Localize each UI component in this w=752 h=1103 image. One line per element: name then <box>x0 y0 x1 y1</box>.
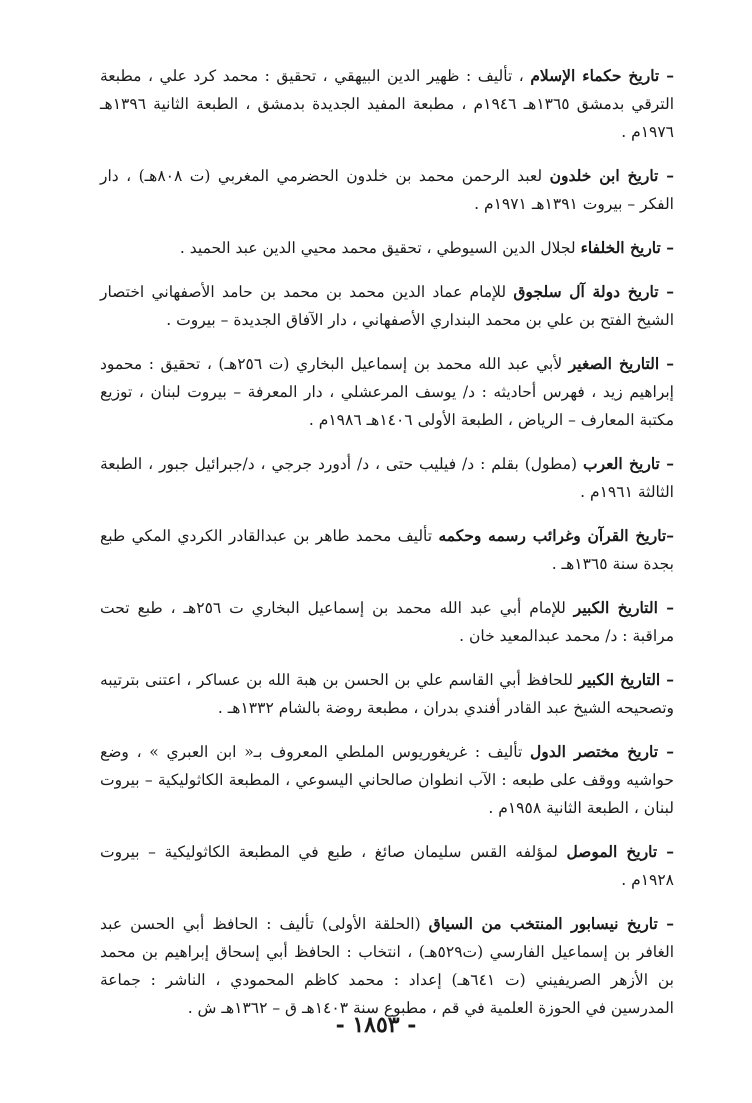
entry-body: لأبي عبد الله محمد بن إسماعيل البخاري (ت ٢٥٦هـ) ، تحقيق : محمود إبراهيم زيد ، فهرس أحاديثه : د/ يوسف المرعشلي ، دار المعرفة – بيروت لبنان ، توزيع مكتبة المعارف – الرياض ، الطبعة الأولى ١٤٠٦هـ ١٩٨٦م . <box>100 355 674 429</box>
bibliography-entry <box>100 522 674 578</box>
entry-body: ، تأليف : ظهير الدين البيهقي ، تحقيق : محمد كرد علي ، مطبعة الترقي بدمشق ١٣٦٥هـ ١٩٤٦م ، مطبعة المفيد الجديدة بدمشق ، الطبعة الثانية ١٣٩٦هـ ١٩٧٦م . <box>100 67 674 141</box>
entry-title: –تاريخ القرآن وغرائب رسمه وحكمه <box>438 526 674 545</box>
entry-body: للإمام أبي عبد الله محمد بن إسماعيل البخاري ت ٢٥٦هـ ، طبع تحت مراقبة : د/ محمد عبدالمعيد خان . <box>100 599 674 645</box>
entry-title: – التاريخ الصغير <box>568 354 674 373</box>
entry-body: للحافظ أبي القاسم علي بن الحسن بن هبة الله بن عساكر ، اعتنى بترتيبه وتصحيحه الشيخ عبد القادر أفندي بدران ، مطبعة روضة بالشام ١٣٣٢هـ . <box>100 671 674 717</box>
page-number: - ١٨٥٣ - <box>335 1012 417 1038</box>
entry-body: (مطول) بقلم : د/ فيليب حتى ، د/ أدورد جرجي ، د/جبرائيل جبور ، الطبعة الثالثة ١٩٦١م . <box>100 455 674 501</box>
bibliography-entry <box>100 738 674 822</box>
entry-body: تأليف : غريغوريوس الملطي المعروف بـ« ابن العبري » ، وضع حواشيه ووقف على طبعه : الآب انطوان صالحاني اليسوعي ، المطبعة الكاثوليكية – بيروت لبنان ، الطبعة الثانية ١٩٥٨م . <box>100 743 674 817</box>
bibliography-entry <box>100 350 674 434</box>
entry-title: – تاريخ دولة آل سلجوق <box>513 282 675 301</box>
bibliography-list <box>100 62 674 1038</box>
bibliography-entry <box>100 162 674 218</box>
entry-title: – تاريخ الموصل <box>566 842 674 861</box>
bibliography-entry <box>100 62 674 146</box>
entry-title: – تاريخ مختصر الدول <box>530 742 675 761</box>
bibliography-entry <box>100 666 674 722</box>
entry-body: تأليف محمد طاهر بن عبدالقادر الكردي المكي طبع بجدة سنة ١٣٦٥هـ . <box>100 527 674 573</box>
bibliography-entry <box>100 838 674 894</box>
entry-title: – تاريخ الخلفاء <box>580 238 674 257</box>
entry-title: – تاريخ العرب <box>583 454 674 473</box>
entry-body: لجلال الدين السيوطي ، تحقيق محمد محيي الدين عبد الحميد . <box>179 239 581 257</box>
entry-title: – التاريخ الكبير <box>573 598 674 617</box>
entry-title: – تاريخ حكماء الإسلام <box>530 66 674 85</box>
entry-body: لعبد الرحمن محمد بن خلدون الحضرمي المغربي (ت ٨٠٨هـ) ، دار الفكر – بيروت ١٣٩١هـ ١٩٧١م . <box>100 167 674 213</box>
entry-title: – تاريخ نيسابور المنتخب من السياق <box>428 914 674 933</box>
entry-body: لمؤلفه القس سليمان صائغ ، طبع في المطبعة الكاثوليكية – بيروت ١٩٢٨م . <box>100 843 674 889</box>
bibliography-entry <box>100 234 674 262</box>
entry-body: للإمام عماد الدين محمد بن محمد بن حامد الأصفهاني اختصار الشيخ الفتح بن علي بن محمد البنداري الأصفهاني ، دار الآفاق الجديدة – بيروت . <box>100 283 674 329</box>
bibliography-entry <box>100 278 674 334</box>
bibliography-entry <box>100 594 674 650</box>
entry-body: (الحلقة الأولى) تأليف : الحافظ أبي الحسن عبد الغافر بن إسماعيل الفارسي (ت٥٢٩هـ) ، انتخاب : الحافظ أبي إسحاق إبراهيم بن محمد بن الأزهر الصريفيني (ت ٦٤١هـ) إعداد : محمد كاظم المحمودي ، الناشر : جماعة المدرسين في الحوزة العلمية في قم ، مطبوع سنة ١٤٠٣هـ ق – ١٣٦٢هـ ش . <box>100 915 675 1017</box>
bibliography-entry <box>100 910 674 1022</box>
bibliography-entry <box>100 450 674 506</box>
entry-title: – التاريخ الكبير <box>578 670 674 689</box>
entry-title: – تاريخ ابن خلدون <box>549 166 675 185</box>
